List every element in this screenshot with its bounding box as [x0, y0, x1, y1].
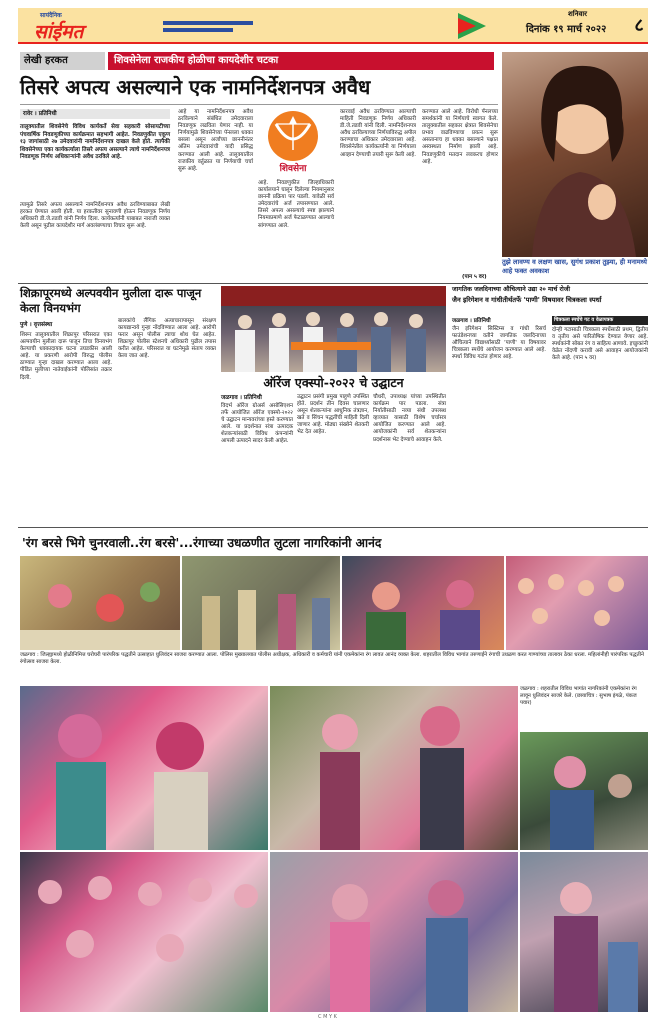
- story4-col1: जैन इरिगेशन सिस्टिम्स व गांधी रिसर्च फाउंडेशनच्या वतीने जागतिक जलदिनाच्या औचित्याने विद्यार्थ्यांसाठी 'पाणी' या विषयावर चित्रकला स्पर्धेचे आयोजन करण्यात आले आहे. स्पर्धा विविध गटांत होणार आहे.: [452, 326, 548, 361]
- story4-col2: दोन्ही गटासाठी चित्रकला स्पर्धेसाठी प्रथम, द्वितीय व तृतीय असे पारितोषिक देण्यात येणार आहे. स्पर्धकांनी सोबत रंग व साहित्य आणावे. इच्छुकांनी वेळेत नोंदणी करावी असे आवाहन आयोजकांनी केले आहे. (पान ५ वर): [552, 327, 650, 362]
- flag-triangle-icon: [458, 13, 486, 39]
- bow-arrow-icon: [258, 110, 328, 162]
- story3-byline: जळगाव । प्रतिनिधी: [221, 395, 262, 401]
- story1-intro: तालुक्यातील शिवसेनेचे विविध कार्यकर्ते सेवा सहकारी सोसायटीच्या पंचवार्षिक निवडणुकीच्या कार्यक्रमात सहभागी आहेत. निवडणुकीत एकूण १३ जागांसाठी २७ उमेदवारांनी नामनिर्देशनपत्र दाखल केले होते. त्यापैकी शिवसेनेच्या एका कार्यकर्त्याला तिसरे अपत्य असल्याने त्याचे नामनिर्देशनपत्र निवडणूक निर्णय अधिकाऱ्यांनी अवैध ठरविले आहे.: [20, 124, 172, 160]
- story4-byline: जळगाव । प्रतिनिधी: [452, 318, 491, 324]
- story4-box-title: चित्रकला स्पर्धेचे गट व वेळापत्रक: [552, 316, 648, 325]
- actress-caption: तुझे लावण्य व लक्षण खास, सुगंध प्रकाश तुझ्या, ही मनामध्ये आहे फक्त अवकाश: [502, 258, 647, 275]
- shiv-sena-logo-text: शिवसेना: [279, 164, 307, 174]
- footer-registration-mark: C M Y K: [318, 1014, 337, 1020]
- holi-photo-5: [20, 686, 268, 850]
- people-group-graphic: [221, 286, 446, 372]
- brand-logo: सांईमत: [34, 21, 84, 43]
- orange-expo-photo: [221, 286, 446, 372]
- story3-headline: ऑरेंज एक्स्पो-२०२२ चे उद्घाटन: [263, 375, 404, 390]
- page-number: ८: [634, 15, 644, 36]
- holi-photo-4: [506, 556, 648, 650]
- holi-main-caption: जळगाव : जिल्ह्यामध्ये होळीनिमित्त घरोघरी पारंपरिक पद्धतीने उत्साहात धुलिवंदन साजरा करण्यात आला. पोलिस मुख्यालयात पोलीस अधीक्षक, अधिकारी व कर्मचारी यांनी एकमेकांना रंग लावत आनंद व्यक्त केला. शहरातील विविध भागांत तरुणाईने रंगाची उधळण करत गाण्यांच्या तालावर ठेका धरला. महिलांनीही पारंपरिक पद्धतीने रंगोत्सव साजरा केला.: [20, 652, 644, 665]
- story2-col1: शिरूर तालुक्यातील शिक्रापूर परिसरात एका अल्पवयीन मुलीला दारू पाजून तिचा विनयभंग केल्याची धक्कादायक घटना उघडकीस आली आहे. या प्रकरणी आरोपी विरुद्ध पोलीस ठाण्यात गुन्हा दाखल करण्यात आला आहे. पीडित मुलीच्या नातेवाईकांनी पोलिसांत तक्रार दिली.: [20, 332, 114, 381]
- story1-continued: (पान ५ वर): [462, 274, 487, 280]
- story1-kicker: शिवसेनेला राजकीय होळीचा कायदेशीर चटका: [108, 52, 494, 70]
- holi-photo-6: [270, 686, 518, 850]
- holi-photo-10: [520, 852, 648, 1012]
- story4-headline: जैन इरिगेशन व गांधीतीर्थतर्फे 'पाणी' विषयावर चित्रकला स्पर्धा: [452, 296, 602, 304]
- holi-photo-3: [342, 556, 504, 650]
- story1-col2: आहे या नामनिर्देशनपत्र अवैध ठरविल्याने संबंधित उमेदवाराला निवडणूक लढविता येणार नाही. या निर्णयामुळे शिवसेनेच्या पॅनलला धक्का बसला असून अर्जांच्या छाननीनंतर अंतिम उमेदवारांची यादी प्रसिद्ध करण्यात आली आहे. तालुक्यातील राजकीय वर्तुळात या निर्णयाची चर्चा सुरू आहे.: [178, 109, 255, 172]
- actress-photo: [502, 52, 648, 257]
- story3-col1: विदर्भ ऑरेंज ग्रोअर्स असोसिएशन तर्फे आयोजित ऑरेंज एक्स्पो-२०२२ चे उद्घाटन मान्यवरांच्या हस्ते करण्यात आले. या प्रदर्शनात संत्रा उत्पादक शेतकऱ्यांसाठी विविध कंपन्यांनी आपली उत्पादने सादर केली आहेत.: [221, 403, 295, 445]
- holi-photo-8: [20, 852, 268, 1012]
- blue-stripe-decoration-2: [163, 28, 233, 32]
- issue-date: दिनांक १९ मार्च २०२२: [526, 24, 607, 35]
- story3-col3: चौधरी, उपाध्यक्ष यांच्या उपस्थितीत कार्यक्रम पार पडला. संत्रा निर्यातीसाठी नव्या संधी उपलब्ध व्हाव्यात यासाठी विशेष चर्चासत्र आयोजित करण्यात आले आहे. आयोजकांनी सर्व शेतकऱ्यांना प्रदर्शनास भेट देण्याचे आवाहन केले.: [373, 394, 448, 443]
- holi-headline: 'रंग बरसे भिगे चुनरवाली..रंग बरसे'...रंगाच्या उधळणीत लुटला नागरिकांनी आनंद: [22, 536, 382, 550]
- story3-col2: उद्घाटन प्रसंगी प्रमुख पाहुणे उपस्थित होते. प्रदर्शन तीन दिवस चालणार असून शेतकऱ्यांना आधुनिक तंत्रज्ञान, खते व सिंचन पद्धतींची माहिती दिली जाणार आहे. मोठ्या संख्येने शेतकरी भेट देत आहेत.: [297, 394, 371, 436]
- story2-col2: बालकांचे लैंगिक अत्याचारापासून संरक्षण कायद्यान्वये गुन्हा नोंदविण्यात आला आहे. आरोपी फरार असून पोलीस त्याचा शोध घेत आहेत. शिक्रापूर पोलीस स्टेशनचे अधिकारी पुढील तपास करीत आहेत. परिसरात या घटनेमुळे संताप व्यक्त केला जात आहे.: [118, 318, 218, 360]
- portrait-silhouette: [502, 52, 648, 257]
- story2-headline: शिक्रापूरमध्ये अल्पवयीन मुलीला दारू पाजून केला विनयभंग: [20, 286, 202, 315]
- story1-col4: कारवाई अवैध ठरविण्यात आल्याची माहिती निवडणूक निर्णय अधिकारी डी.जे.तडवी यांनी दिली. नामनिर्देशनपत्र अवैध ठरविल्याच्या निर्णयाविरुद्ध अपील करण्याचा अधिकार उमेदवाराला आहे. शिवसेनेतील कार्यकर्त्यांनी या निर्णयाला आव्हान देण्याची तयारी सुरू केली आहे.: [340, 109, 418, 158]
- brand-small: सायंदैनिक: [40, 12, 62, 19]
- story1-col3: आहे. निवडणुकीत जिल्हाधिकारी कार्यालयाने घालून दिलेल्या नियमानुसार छाननी प्रक्रिया पार पडली. यावेळी सर्व उमेदवारांचे अर्ज तपासण्यात आले. तिसरे अपत्य असल्याचे स्पष्ट झाल्याने नियमाप्रमाणे अर्ज फेटाळण्यात आल्याचे सांगण्यात आले.: [258, 180, 336, 229]
- blue-stripe-decoration: [163, 21, 253, 25]
- issue-day: शनिवार: [568, 10, 588, 18]
- holi-photo-1: [20, 556, 180, 650]
- story1-tag: लेखी हरकत: [20, 52, 105, 70]
- story1-col5: करण्यात आले आहे. विरोधी पॅनलच्या समर्थकांनी या निर्णयाचे स्वागत केले. तालुक्यातील सहकार क्षेत्रात शिवसेनेचा प्रभाव वाढविण्याचा प्रयत्न सुरू असतानाच हा धक्का बसल्याने पक्षात अस्वस्थता निर्माण झाली आहे. निवडणुकीचे मतदान लवकरच होणार आहे.: [422, 109, 500, 165]
- shiv-sena-logo: [258, 110, 328, 176]
- section-divider-2: [18, 527, 648, 528]
- holi-photo-9: [270, 852, 518, 1012]
- story1-headline: तिसरे अपत्य असल्याने एक नामनिर्देशनपत्र अवैध: [20, 75, 371, 99]
- holi-photo-7: [520, 732, 648, 850]
- story2-byline: पुणे । वृत्तसंस्था: [20, 322, 53, 328]
- story1-col1: त्यामुळे तिसरे अपत्य असल्याने नामनिर्देशनपत्र अवैध ठरविण्याबाबत लेखी हरकत घेण्यात आली होती. या हरकतीवर सुनावणी होऊन निवडणूक निर्णय अधिकारी डी.जे.तडवी यांनी निर्णय दिला. कार्यकर्त्यांनी याबाबत नाराजी व्यक्त केली असून पुढील कायदेशीर मार्ग अवलंबण्याचा विचार सुरू आहे.: [20, 202, 172, 230]
- masthead: [18, 8, 648, 44]
- holi-side-caption: जळगाव : शहरातील विविध भागांत नागरिकांनी एकमेकांना रंग लावून धुलिवंदन साजरे केले. (छायाचित्र : सुभाष इंगळे, पंकज पवार): [520, 686, 637, 706]
- story4-kicker: जागतिक जलदिनाच्या औचित्याने उद्या २० मार्च रोजी: [452, 286, 571, 293]
- story1-rule: [20, 104, 498, 105]
- holi-photo-2: [182, 556, 340, 650]
- story1-byline: रावेर । प्रतिनिधी: [20, 109, 170, 119]
- section-divider-1: [18, 283, 648, 284]
